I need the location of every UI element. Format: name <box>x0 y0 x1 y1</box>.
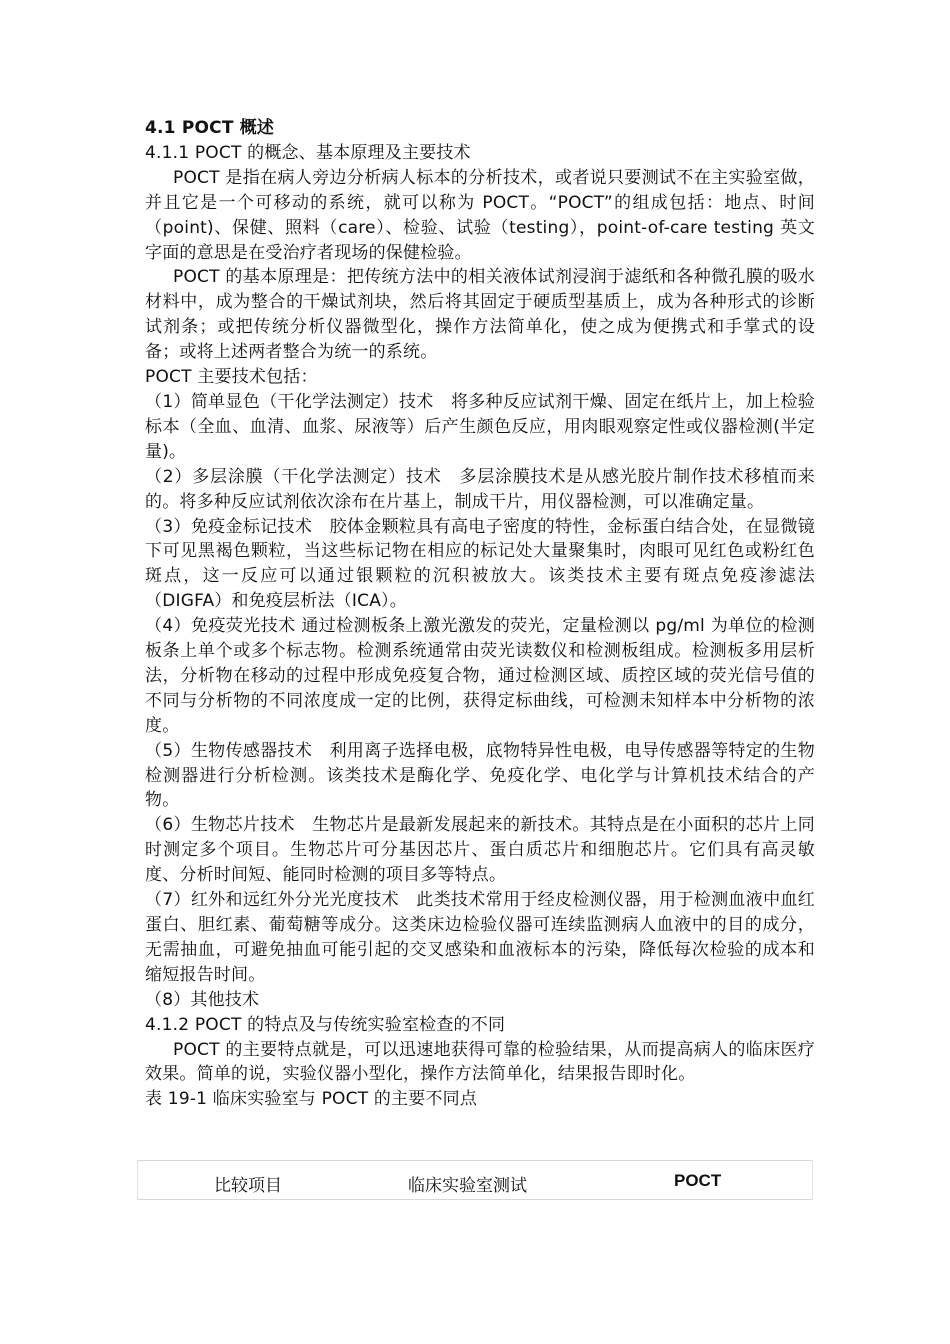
tech-item-1: （1）简单显色（干化学法测定）技术 将多种反应试剂干燥、固定在纸片上，加上检验标本（全血、血清、血浆、尿液等）后产生颜色反应，用肉眼观察定性或仪器检测(半定量)。 <box>145 391 815 462</box>
table-header-cell: 比较项目 <box>214 1176 282 1196</box>
tech-item-6: （6）生物芯片技术 生物芯片是最新发展起来的新技术。其特点是在小面积的芯片上同时测定多个项目。生物芯片可分基因芯片、蛋白质芯片和细胞芯片。它们具有高灵敏度、分析时间短、能同时检测的项目多等特点。 <box>145 815 815 886</box>
tech-item-2: （2）多层涂膜（干化学法测定）技术 多层涂膜技术是从感光胶片制作技术移植而来的。将多种反应试剂依次涂布在片基上，制成干片，用仪器检测，可以准确定量。 <box>145 466 815 512</box>
tech-intro: POCT 主要技术包括： <box>145 367 318 388</box>
subsection-heading-4-1-1: 4.1.1 POCT 的概念、基本原理及主要技术 <box>145 142 471 163</box>
paragraph-features: POCT 的主要特点就是，可以迅速地获得可靠的检验结果，从而提高病人的临床医疗效果。简单的说，实验仪器小型化，操作方法简单化，结果报告即时化。 <box>145 1039 815 1085</box>
tech-item-4: （4）免疫荧光技术 通过检测板条上激光激发的荧光，定量检测以 pg/ml 为单位的检测板条上单个或多个标志物。检测系统通常由荧光读数仪和检测板组成。检测板多用层析法，分析物在移动的过程中形成免疫复合物，通过检测区域、质控区域的荧光信号值的不同与分析物的不同浓度成一定的比例，获得定标曲线，可检测未知样本中分析物的浓度。 <box>145 616 815 736</box>
section-heading: 4.1 POCT 概述 <box>145 118 275 138</box>
document-body <box>145 116 815 1112</box>
table-header-cell: 临床实验室测试 <box>408 1176 527 1196</box>
tech-item-8: （8）其他技术 <box>145 989 260 1010</box>
tech-item-7: （7）红外和远红外分光光度技术 此类技术常用于经皮检测仪器，用于检测血液中血红蛋白、胆红素、葡萄糖等成分。这类床边检验仪器可连续监测病人血液中的目的成分，无需抽血，可避免抽血可能引起的交叉感染和血液标本的污染，降低每次检验的成本和缩短报告时间。 <box>145 890 815 985</box>
paragraph-principle: POCT 的基本原理是：把传统方法中的相关液体试剂浸润于滤纸和各种微孔膜的吸水材料中，成为整合的干燥试剂块，然后将其固定于硬质型基质上，成为各种形式的诊断试剂条；或把传统分析仪器微型化，操作方法简单化，使之成为便携式和手掌式的设备；或将上述两者整合为统一的系统。 <box>145 267 815 363</box>
subsection-heading-4-1-2: 4.1.2 POCT 的特点及与传统实验室检查的不同 <box>145 1014 506 1035</box>
tech-item-3: （3）免疫金标记技术 胶体金颗粒具有高电子密度的特性，金标蛋白结合处，在显微镜下可见黑褐色颗粒，当这些标记物在相应的标记处大量聚集时，肉眼可见红色或粉红色斑点，这一反应可以通过银颗粒的沉积被放大。该类技术主要有斑点免疫渗滤法（DIGFA）和免疫层析法（ICA）。 <box>145 516 815 612</box>
table-header-cell: POCT <box>674 1171 722 1190</box>
paragraph-definition: POCT 是指在病人旁边分析病人标本的分析技术，或者说只要测试不在主实验室做，并且它是一个可移动的系统，就可以称为 POCT。“POCT”的组成包括：地点、时间（point)、保健、照料（care）、检验、试验（testing），point-of-care testing 英文字面的意思是在受治疗者现场的保健检验。 <box>145 167 815 263</box>
comparison-table-header <box>137 1160 813 1200</box>
table-caption: 表 19-1 临床实验室与 POCT 的主要不同点 <box>145 1089 478 1110</box>
tech-item-5: （5）生物传感器技术 利用离子选择电极，底物特异性电极，电导传感器等特定的生物检测器进行分析检测。该类技术是酶化学、免疫化学、电化学与计算机技术结合的产物。 <box>145 740 815 811</box>
